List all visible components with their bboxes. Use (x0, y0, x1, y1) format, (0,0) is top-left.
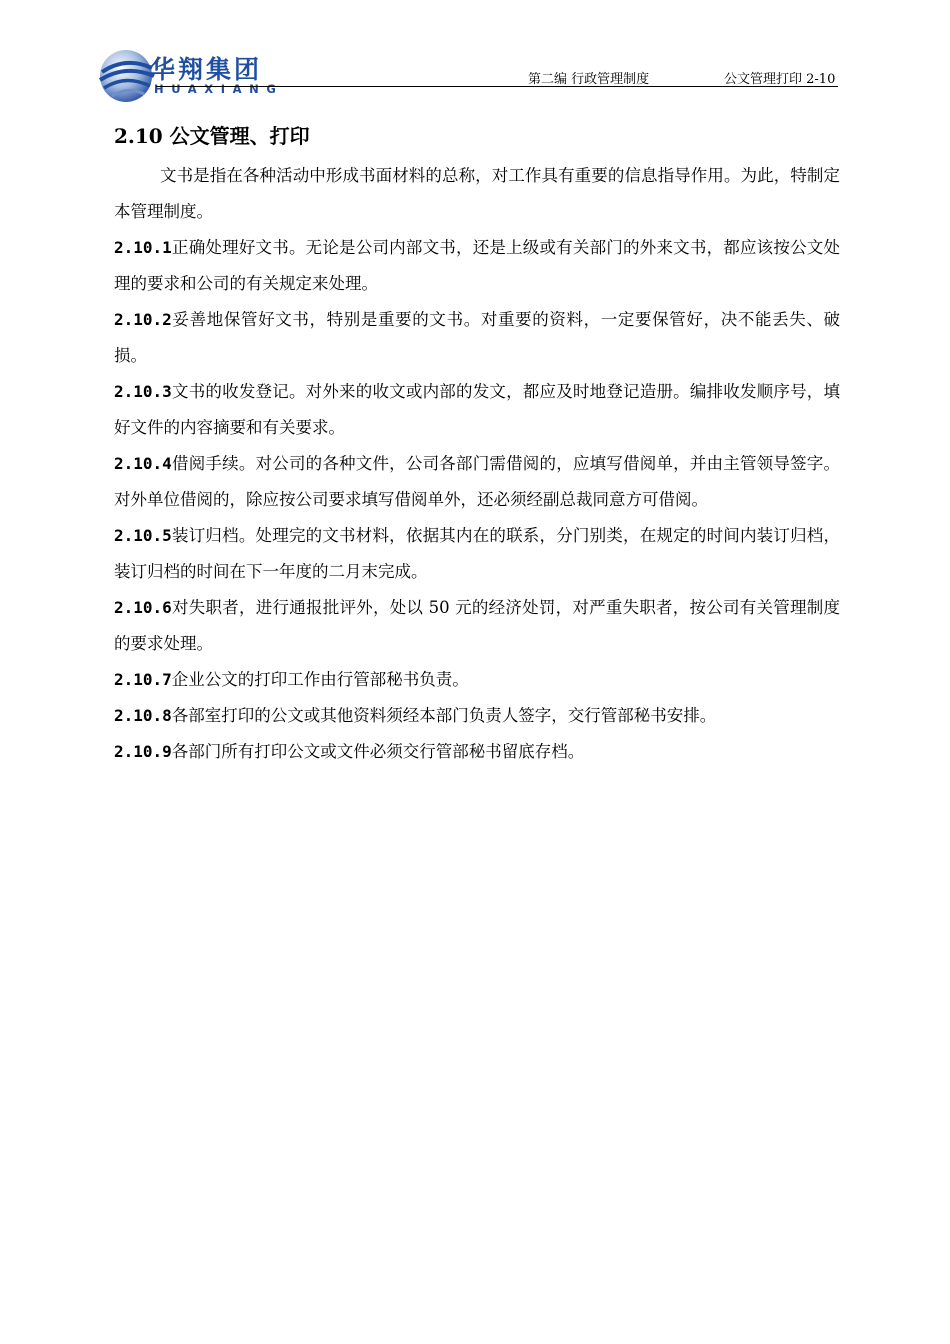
clause-number: 2.10.1 (114, 238, 172, 257)
clause-2-10-9 (114, 734, 840, 770)
clause-number: 2.10.9 (114, 742, 172, 761)
huaxiang-logo-icon (96, 46, 156, 104)
document-body (114, 114, 840, 770)
section-title: 2.10 公文管理、打印 (114, 124, 310, 148)
clause-number: 2.10.8 (114, 706, 172, 725)
clause-2-10-1 (114, 230, 840, 302)
clause-number: 2.10.7 (114, 670, 172, 689)
logo-english-text: HUAXIANG (154, 82, 284, 96)
clause-2-10-2 (114, 302, 840, 374)
clause-text: 借阅手续。对公司的各种文件，公司各部门需借阅的，应填写借阅单，并由主管领导签字。对外单位借阅的，除应按公司要求填写借阅单外，还必须经副总裁同意方可借阅。 (114, 454, 840, 509)
clause-number: 2.10.3 (114, 382, 172, 401)
intro-paragraph: 文书是指在各种活动中形成书面材料的总称，对工作具有重要的信息指导作用。为此，特制定本管理制度。 (114, 166, 840, 221)
page-header (96, 44, 838, 100)
clause-text: 各部门所有打印公文或文件必须交行管部秘书留底存档。 (171, 742, 585, 761)
clause-text: 各部室打印的公文或其他资料须经本部门负责人签字，交行管部秘书安排。 (171, 706, 717, 725)
clause-text: 妥善地保管好文书，特别是重要的文书。对重要的资料，一定要保管好，决不能丢失、破损。 (114, 310, 840, 365)
clause-2-10-3 (114, 374, 840, 446)
clause-number: 2.10.6 (114, 598, 172, 617)
clause-2-10-6 (114, 590, 840, 662)
clause-text: 对失职者，进行通报批评外，处以 50 元的经济处罚，对严重失职者，按公司有关管理制度的要求处理。 (114, 598, 840, 653)
header-divider (156, 86, 838, 87)
clause-text: 装订归档。处理完的文书材料，依据其内在的联系，分门别类，在规定的时间内装订归档，装订归档的时间在下一年度的二月末完成。 (114, 526, 840, 581)
clause-2-10-8 (114, 698, 840, 734)
clause-number: 2.10.4 (114, 454, 172, 473)
header-chapter: 第二编 行政管理制度 (528, 72, 650, 87)
header-section: 公文管理打印 2-10 (724, 72, 836, 87)
clause-number: 2.10.5 (114, 526, 172, 545)
clause-text: 文书的收发登记。对外来的收文或内部的发文，都应及时地登记造册。编排收发顺序号，填好文件的内容摘要和有关要求。 (114, 382, 840, 437)
clause-number: 2.10.2 (114, 310, 172, 329)
logo-chinese-text: 华翔集团 (150, 55, 263, 84)
clause-2-10-4 (114, 446, 840, 518)
clause-2-10-5 (114, 518, 840, 590)
clause-text: 企业公文的打印工作由行管部秘书负责。 (171, 670, 469, 689)
clause-2-10-7 (114, 662, 840, 698)
clause-text: 正确处理好文书。无论是公司内部文书，还是上级或有关部门的外来文书，都应该按公文处理的要求和公司的有关规定来处理。 (114, 238, 840, 293)
